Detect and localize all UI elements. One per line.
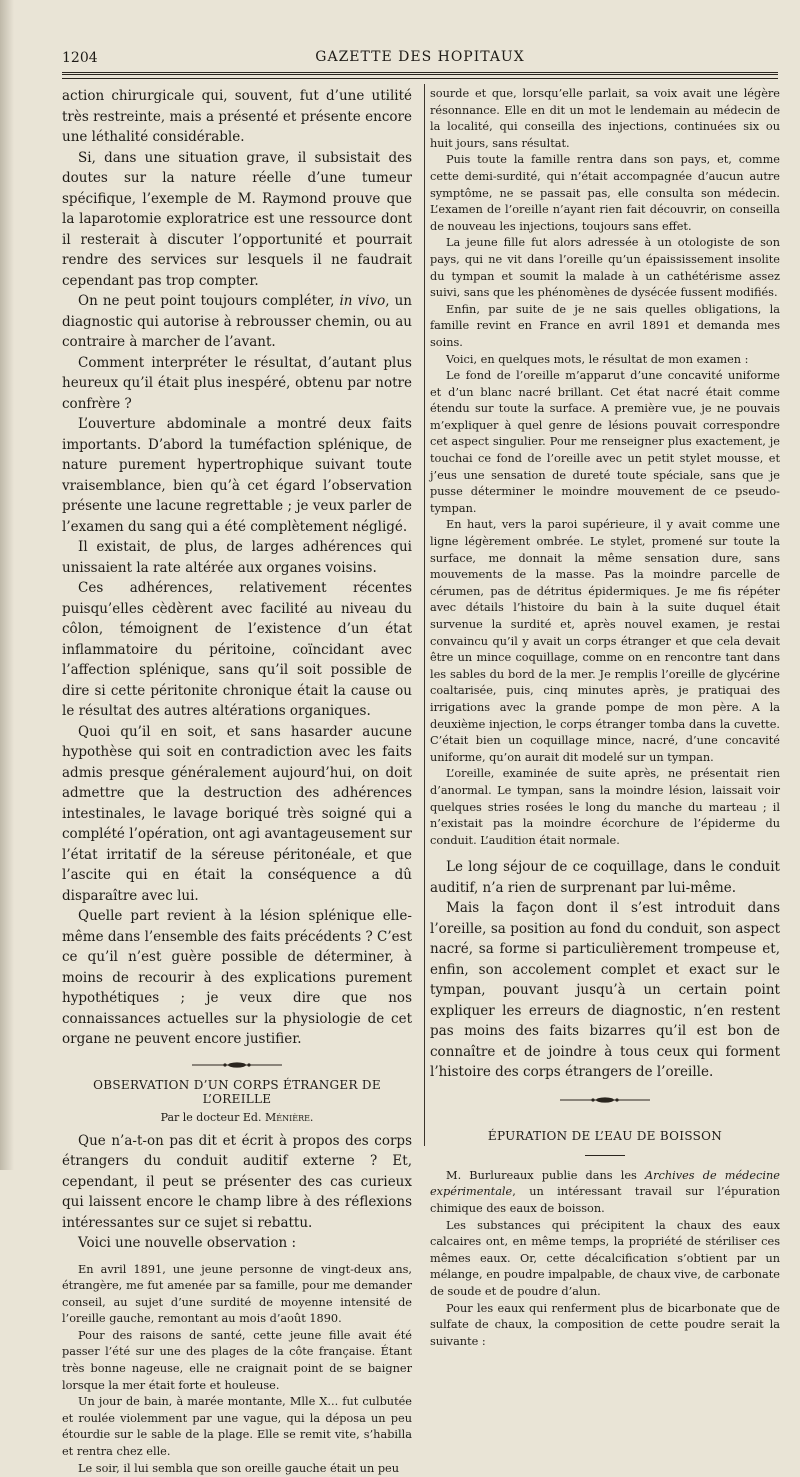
paragraph: sourde et que, lorsqu’elle parlait, sa voix avait une légère résonnance. Elle en dit un mot le lendemain au médecin de la localité, qui conseilla des injections, continuées six ou huit jours, sans résultat. — [430, 87, 780, 150]
paragraph: Un jour de bain, à marée montante, Mlle X... fut culbutée et roulée violemment par une vague, qui la déposa un peu étourdie sur le sable de la plage. Elle se remit vite, s’habilla et rentra chez elle. — [62, 1395, 412, 1459]
paragraph: Voici une nouvelle observation : — [78, 1235, 297, 1251]
running-title: GAZETTE DES HOPITAUX — [315, 49, 525, 65]
section-divider-ornament — [192, 1058, 282, 1072]
paragraph: Voici, en quelques mots, le résultat de mon examen : — [446, 352, 749, 366]
paragraph — [62, 291, 412, 353]
paragraph: L’oreille, examinée de suite après, ne présentait rien d’anormal. Le tympan, sans la moindre lésion, laissait voir quelques stries rosées le long du manche du marteau ; il n’existait pas la moindre écorchure de l’épiderme du conduit. L’audition était normale. — [430, 767, 780, 847]
page-number: 1204 — [62, 50, 98, 66]
page-header — [62, 48, 778, 68]
header-double-rule — [62, 72, 778, 75]
section-divider-ornament — [560, 1093, 650, 1107]
paragraph: Ces adhérences, relativement récentes puisqu’elles cèdèrent avec facilité au niveau du côlon, témoignent de l’existence d’un état inflammatoire du péritoine, coïncidant avec l’affection splénique, sans qu’il soit possible de dire si cette péritonite chronique était la cause ou le résultat des autres altérations organiques. — [62, 580, 412, 719]
paragraph: Que n’a-t-on pas dit et écrit à propos des corps étrangers du conduit auditif externe ? Et, cependant, il peut se présenter des cas curieux qui laissent encore le champ libre à des réflexions intéressantes sur ce sujet si rebattu. — [62, 1132, 412, 1231]
article-title: ÉPURATION DE L’EAU DE BOISSON — [487, 1128, 723, 1143]
paragraph: Il existait, de plus, de larges adhérences qui unissaient la rate altérée aux organes voisins. — [62, 539, 412, 576]
paragraph: Le soir, il lui sembla que son oreille gauche était un peu — [78, 1461, 400, 1475]
byline-author: Ménière. — [264, 1110, 314, 1124]
paragraph: Enfin, par suite de je ne sais quelles obligations, la famille revint en France en avril 1891 et demanda mes soins. — [430, 302, 780, 349]
paragraph: Si, dans une situation grave, il subsistait des doutes sur la nature réelle d’une tumeur spécifique, l’exemple de M. Raymond prouve que la laparotomie exploratrice est une ressource dont il resterait à discuter l’opportunité et pourrait rendre des services sur lesquels il ne faudrait cependant pas trop compter. — [62, 149, 412, 289]
paragraph: Puis toute la famille rentra dans son pays, et, comme cette demi-surdité, qui n’était accompagnée d’aucun autre symptôme, ne se passait pas, elle consulta son médecin. L’examen de l’oreille n’ayant rien fait découvrir, on conseilla de nouveau les injections, toujours sans effet. — [430, 153, 780, 233]
column-divider — [424, 84, 425, 1146]
paragraph: En haut, vers la paroi supérieure, il y avait comme une ligne légèrement ombrée. Le stylet, promené sur toute la surface, me donnait la même sensation dure, sans mouvements de la masse. Pas la moindre parcelle de cérumen, pas de détritus épidermiques. Je me fis répéter avec détails l’histoire du bain à la suite duquel était survenue la surdité et, après nouvel examen, je restai convaincu qu’il y avait un corps étranger et que cela devait être un mince coquillage, comme on en rencontre tant dans les sables du bord de la mer. Je remplis l’oreille de glycérine coaltarisée, puis, cinq minutes après, je pratiquai des irrigations avec la grande pompe de mon père. A la deuxième injection, le corps étranger tomba dans la cuvette. C’était bien un coquillage mince, nacré, d’une concavité uniforme, qu’on aurait dit modelé sur un tympan. — [430, 518, 780, 764]
title-underline-rule — [585, 1155, 625, 1156]
header-rule — [62, 78, 778, 79]
italic-text: Archives de médecine expérimentale — [430, 1168, 780, 1199]
italic-text: in vivo — [339, 293, 386, 309]
paragraph: Quelle part revient à la lésion splénique elle-même dans l’ensemble des faits précédents ? C’est ce qu’il n’est guère possible de déterminer, à moins de recourir à des explications purement hypothétiques ; je veux dire que nos connaissances actuelles sur la physiologie de cet organe ne peuvent encore justifier. — [62, 908, 412, 1047]
text-run: , un diagnostic qui autorise à rebrousser chemin, ou au contraire à marcher de l’avant. — [62, 293, 412, 350]
page-edge-shadow — [0, 0, 14, 1170]
article-title: OBSERVATION D’UN CORPS ÉTRANGER DE L’OREILLE — [93, 1077, 381, 1106]
paragraph: Le long séjour de ce coquillage, dans le conduit auditif, n’a rien de surprenant par lui-même. — [430, 859, 780, 896]
paragraph: Les substances qui précipitent la chaux des eaux calcaires ont, en même temps, la propriété de stériliser ces mêmes eaux. Or, cette décalcification s’obtient par un mélange, en poudre impalpable, de chaux vive, de carbonate de soude et de poudre d’alun. — [430, 1218, 780, 1298]
paragraph: La jeune fille fut alors adressée à un otologiste de son pays, qui ne vit dans l’oreille qu’un épaississement insolite du tympan et soumit la malade à un cathétérisme assez suivi, sans que les phénomènes de dysécée fussent modifiés. — [430, 236, 780, 300]
text-run: On ne peut point toujours compléter, — [78, 293, 340, 309]
paragraph — [430, 1168, 780, 1218]
text-run: , un intéressant travail sur l’épuration chimique des eaux de boisson. — [430, 1185, 780, 1215]
paragraph: Comment interpréter le résultat, d’autant plus heureux qu’il était plus inespéré, obtenu par notre confrère ? — [62, 354, 412, 412]
article-byline — [62, 1111, 412, 1124]
byline-prefix: Par le docteur Ed. — [160, 1110, 265, 1124]
paragraph: Le fond de l’oreille m’apparut d’une concavité uniforme et d’un blanc nacré brillant. Cet état nacré était comme étendu sur toute la surface. A première vue, je ne pouvais m’expliquer à quel genre de lésions pouvait correspondre cet aspect singulier. Pour me renseigner plus exactement, je touchai ce fond de l’oreille avec un petit stylet mousse, et j’eus une sensation de dureté toute spéciale, sans que je pusse déterminer le moindre mouvement de ce pseudo-tympan. — [430, 369, 780, 515]
left-column — [62, 86, 412, 1477]
paragraph: Quoi qu’il en soit, et sans hasarder aucune hypothèse qui soit en contradiction avec les faits admis presque généralement aujourd’hui, on doit admettre que la destruction des adhérences intestinales, le lavage boriqué très soigné qui a complété l’opération, ont agi avantageusement sur l’état irritatif de la séreuse péritonéale, et que l’ascite qui en était la conséquence a dû disparaître avec lui. — [62, 723, 412, 904]
paragraph: action chirurgicale qui, souvent, fut d’une utilité très restreinte, mais a présenté et présente encore une léthalité considérable. — [62, 88, 412, 145]
paragraph: En avril 1891, une jeune personne de vingt-deux ans, étrangère, me fut amenée par sa famille, pour me demander conseil, au sujet d’une surdité de moyenne intensité de l’oreille gauche, remontant au mois d’août 1890. — [62, 1262, 412, 1326]
paragraph: L’ouverture abdominale a montré deux faits importants. D’abord la tuméfaction splénique, de nature purement hypertrophique suivant toute vraisemblance, bien qu’à cet égard l’observation présente une lacune regrettable ; je veux parler de l’examen du sang qui a été complètement négligé. — [62, 416, 412, 535]
paragraph: Mais la façon dont il s’est introduit dans l’oreille, sa position au fond du conduit, son aspect nacré, sa forme si particulièrement trompeuse et, enfin, son accolement complet et exact sur le tympan, pouvant jusqu’à un certain point expliquer les erreurs de diagnostic, n’en restent pas moins des faits bizarres qu’il est bon de connaître et de joindre à tous ceux qui forment l’histoire des corps étrangers de l’oreille. — [430, 900, 780, 1081]
paragraph: Pour des raisons de santé, cette jeune fille avait été passer l’été sur une des plages de la côte française. Étant très bonne nageuse, elle ne craignait point de se baigner lorsque la mer était forte et houleuse. — [62, 1328, 412, 1392]
right-column — [430, 86, 780, 1350]
paragraph: Pour les eaux qui renferment plus de bicarbonate que de sulfate de chaux, la composition de cette poudre serait la suivante : — [430, 1301, 780, 1348]
text-run: M. Burlureaux publie dans les — [446, 1168, 645, 1182]
